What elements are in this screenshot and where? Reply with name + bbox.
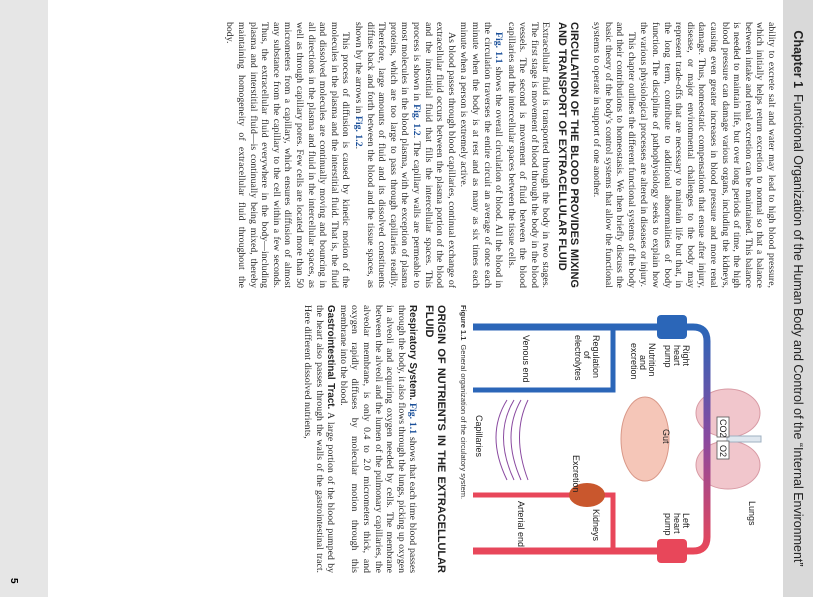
paragraph: Respiratory System. Fig. 1.1 shows that each time blood passes through the body, it also flows through the lungs, picking up oxygen in alveoli and acquiring oxygen needed by cells. The membrane between the alveoli and the lumen of the pulmonary capillaries, the alveolar membrane, is only 0.4 to 2.0 micrometers thick, and oxygen rapidly diffuses by molecular motion through this membrane into the blood. (337, 305, 419, 574)
paragraph: Fig. 1.1 shows the overall circulation of blood. All the blood in the circulation traverses the entire circuit an average of once each minute when the body is at rest and as many as six times each minute when a person is extremely active. (458, 22, 505, 288)
o2-label: O2 (718, 445, 728, 458)
svg-text:Nutritionandexcretion: Nutritionandexcretion (629, 343, 657, 380)
left-column (223, 22, 777, 288)
circulation-diagram (473, 305, 773, 573)
arterial-end-label: Arterial end (516, 501, 526, 548)
venous-end-label: Venous end (521, 335, 531, 383)
left-heart-pump (657, 539, 687, 563)
chapter-title: Functional Organization of the Human Body and Control of the “Internal Environment” (791, 94, 805, 567)
excretion-label: Excretion (571, 455, 581, 493)
figure-reference[interactable]: Fig. 1.1 (407, 402, 419, 435)
lungs-label: Lungs (747, 501, 757, 526)
paragraph: ability to excrete salt and water may lead to high blood pressure, which initially helps return excretion to normal so that a balance between intake and renal excretion can be maintained. This balance is needed to maintain life, but over long periods of time, the high blood pressure can damage various organs, including the kidneys, causing even greater increases in blood pressure and more renal damage. Thus, homeostatic compensations that ensue after injury, disease, or major environmental challenges to the body may represent trade-offs that are necessary to maintain life but that, in the long term, contribute to additional abnormalities of body function. The discipline of pathophysiology seeks to explain how the various physiological processes are altered in diseases or injury. (638, 22, 777, 288)
figure-reference[interactable]: Fig. 1.2 (410, 104, 422, 136)
paragraph: Gastrointestinal Tract. A large portion of the blood pumped by the heart also passes through the walls of the gastrointestinal tract. Here different dissolved nutrients, (302, 305, 337, 573)
right-heart-pump (657, 315, 687, 339)
paragraph: This process of diffusion is caused by kinetic motion of the molecules in the plasma and the interstitial fluid. That is, the fluid and dissolved molecules are continually moving and bouncing in all directions in the plasma and fluid in the intercellular spaces, as well as through capillary pores. Few cells are located more than 50 micrometers from a capillary, which ensures diffusion of almost any substance from the capillary to the cell within a few seconds. Thus, the extracellular fluid everywhere in the body—including plasma and interstitial fluid—is continually being mixed, thereby maintaining homogeneity of extracellular fluid throughout the body. (224, 22, 352, 288)
gut-label: Gut (661, 429, 671, 444)
section-heading: CIRCULATION OF THE BLOOD PROVIDES MIXING AND TRANSPORT OF EXTRACELLULAR FLUID (556, 22, 581, 288)
figure-reference[interactable]: Fig. 1.1 (493, 32, 505, 64)
figure-reference[interactable]: Fig. 1.2 (353, 115, 364, 147)
page-number: 5 (8, 578, 19, 584)
running-header (783, 0, 813, 597)
svg-text:Regulationofelectrolytes: Regulationofelectrolytes (573, 335, 601, 381)
circulation-figure (473, 305, 773, 573)
chapter-number: Chapter 1 (791, 30, 805, 89)
svg-text:Rightheartpump: Rightheartpump (663, 345, 691, 368)
svg-text:Leftheartpump: Leftheartpump (663, 513, 691, 536)
paragraph: This chapter outlines the different functional systems of the body and their contributions to homeostasis. We then briefly discuss the basic theory of the body's control systems that allow the functional systems to operate in support of one another. (591, 22, 637, 288)
paragraph: Extracellular fluid is transported through the body in two stages. The first stage is movement of blood through the body in the blood vessels. The second is movement of fluid between the blood capillaries and the intercellular spaces between the tissue cells. (505, 22, 552, 288)
figure-caption: Figure 1.1General organization of the circulatory system. (459, 305, 468, 500)
page-gutter (0, 0, 48, 597)
paragraph: As blood passes through blood capillaries, continual exchange of extracellular fluid occurs between the plasma portion of the blood and the interstitial fluid that fills the intercellular spaces. This process is shown in Fig. 1.2. The capillary walls are permeable to most molecules in the blood plasma, with the exception of plasma proteins, which are too large to pass through capillaries readily. Therefore, large amounts of fluid and its dissolved constituents diffuse back and forth between the blood and the tissue spaces, as shown by the arrows in Fig. 1.2. (353, 22, 457, 289)
right-column (300, 305, 773, 573)
capillary-bed (496, 400, 528, 480)
section-heading: ORIGIN OF NUTRIENTS IN THE EXTRACELLULAR FLUID (422, 305, 448, 573)
co2-label: CO2 (718, 419, 728, 438)
capillaries-label: Capillaries (474, 415, 484, 458)
kidneys-label: Kidneys (591, 509, 601, 542)
